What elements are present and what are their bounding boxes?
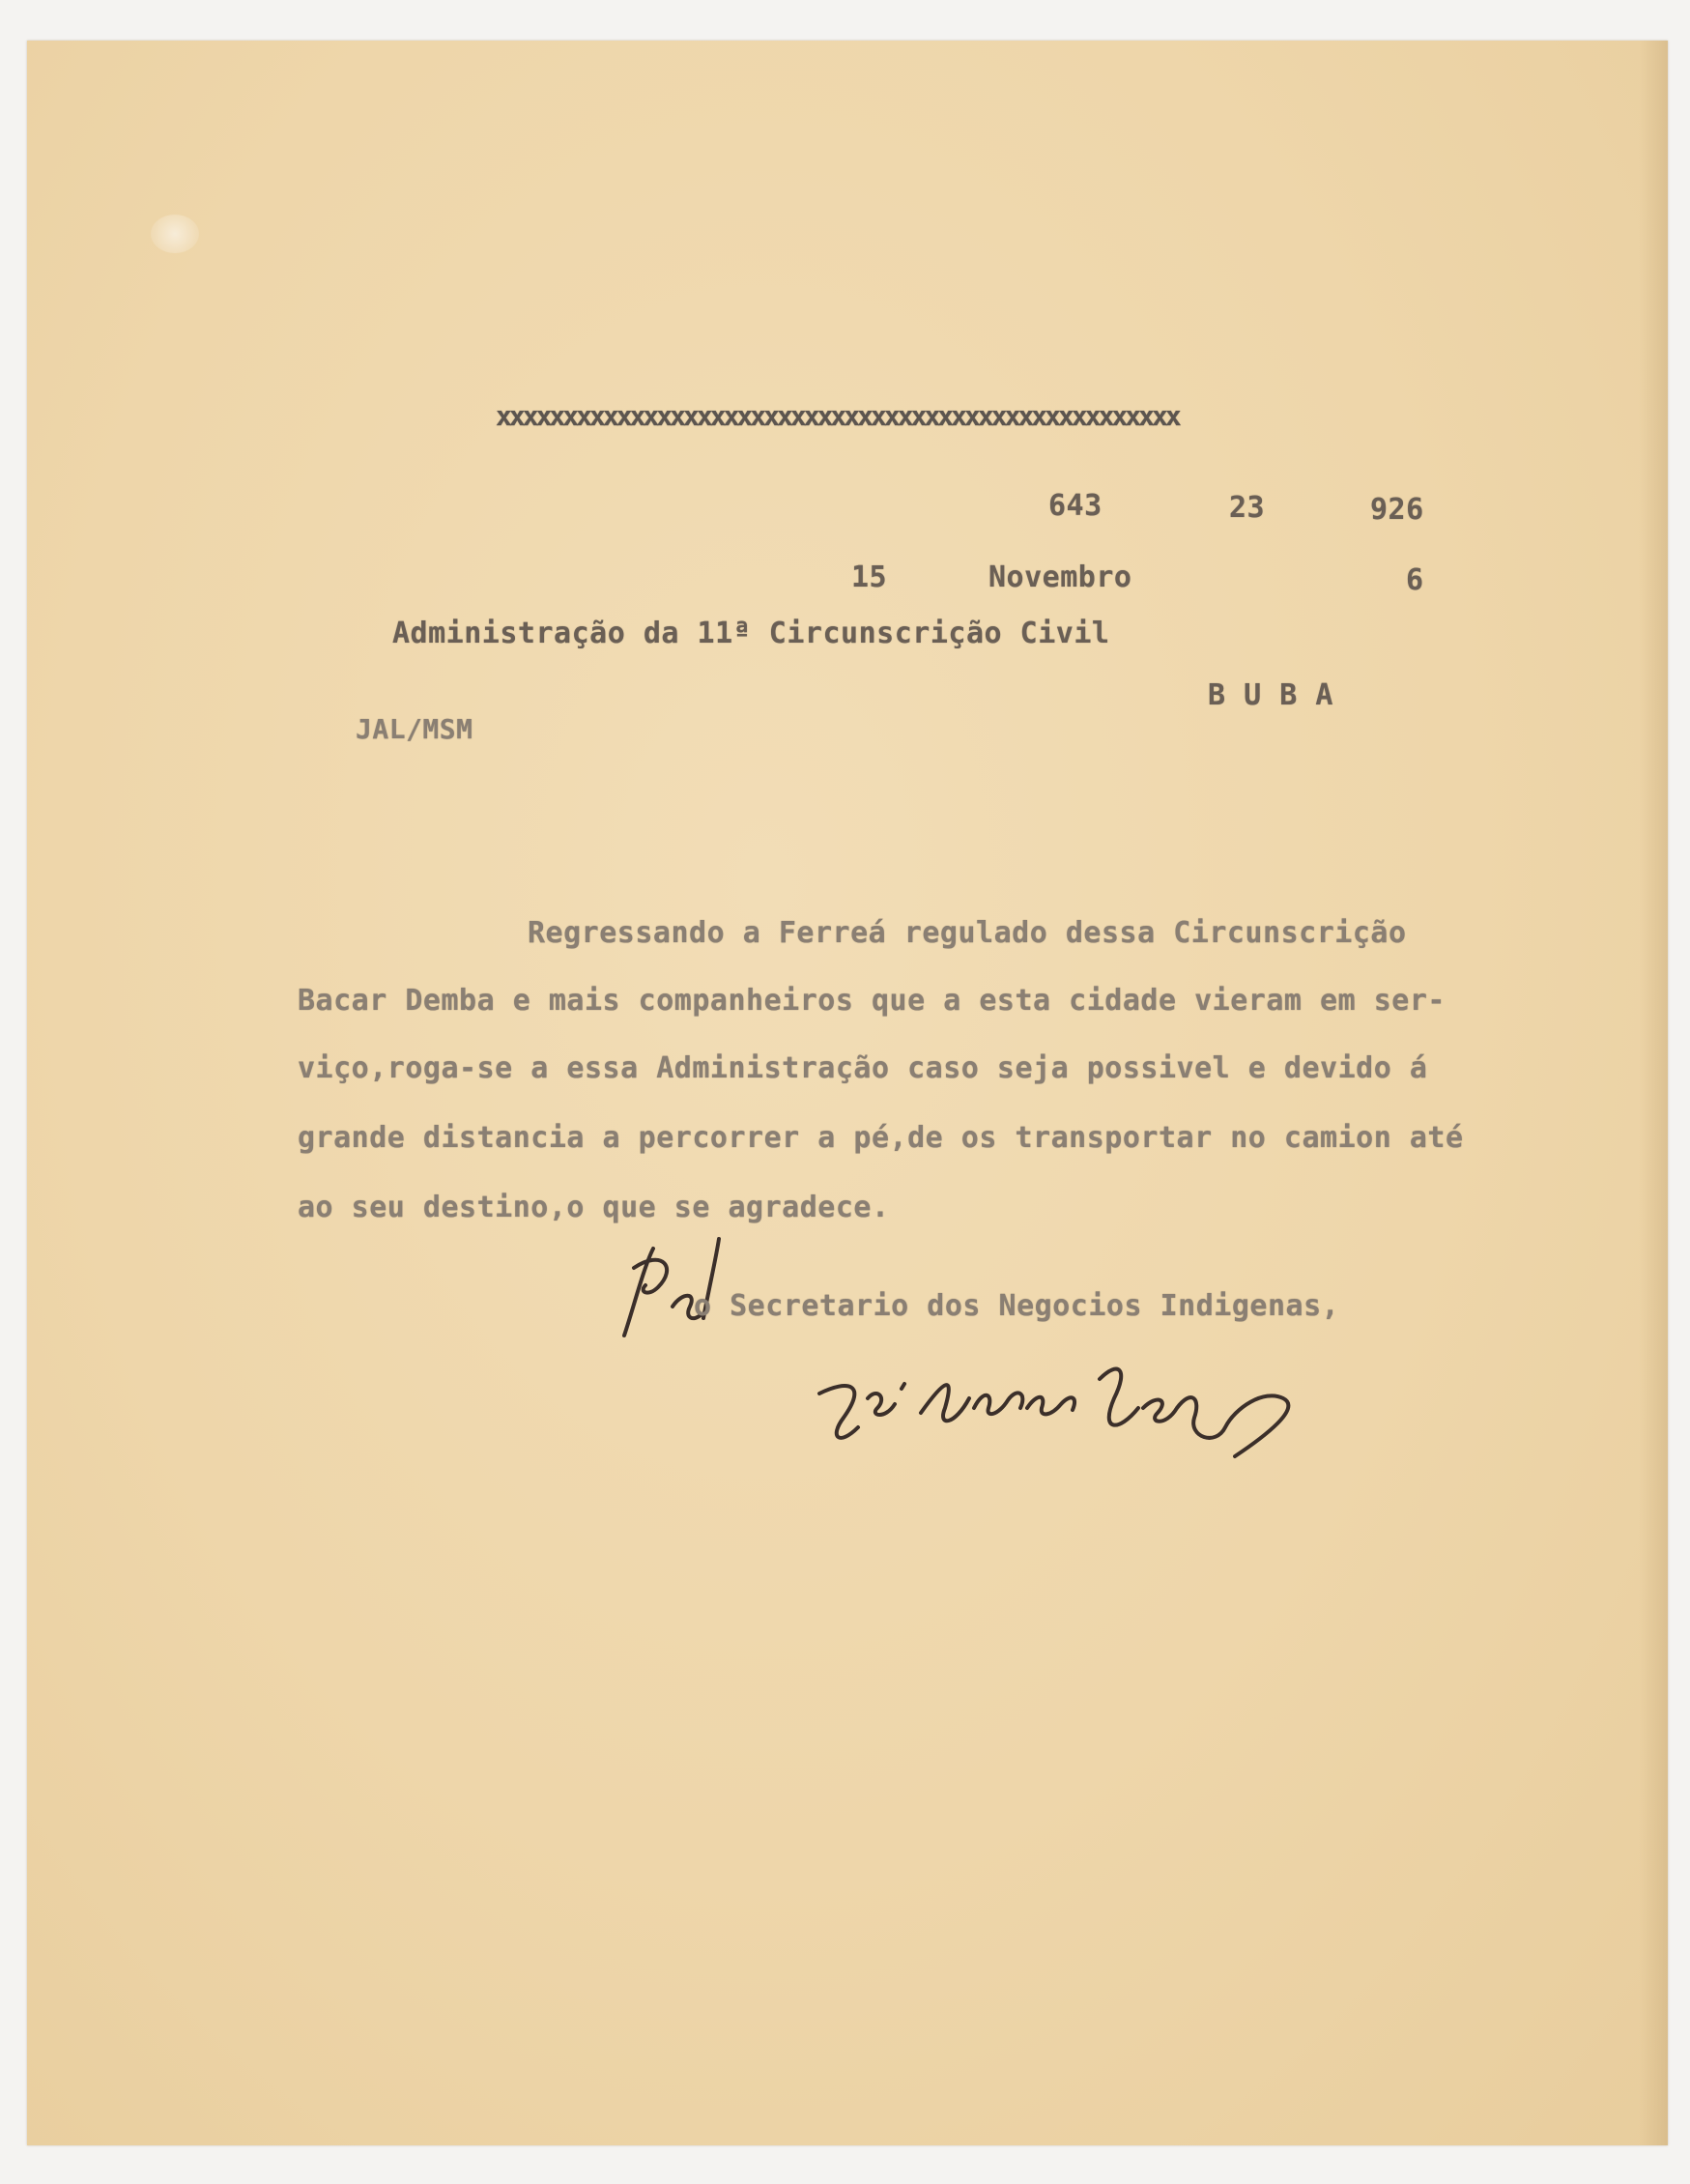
body-line-1: Regressando a Ferreá regulado dessa Circunscrição bbox=[528, 916, 1407, 950]
handwritten-pel bbox=[605, 1229, 730, 1345]
document-page bbox=[27, 41, 1668, 2145]
date-year-digit: 6 bbox=[1406, 563, 1424, 597]
handwritten-signature bbox=[810, 1340, 1351, 1476]
addressee: Administração da 11ª Circunscrição Civil bbox=[392, 617, 1110, 650]
body-line-2: Bacar Demba e mais companheiros que a esta cidade vieram em ser- bbox=[298, 984, 1446, 1018]
place: B U B A bbox=[1208, 678, 1333, 712]
body-line-4: grande distancia a percorrer a pé,de os transportar no camion até bbox=[298, 1121, 1464, 1155]
body-line-3: viço,roga-se a essa Administração caso seja possivel e devido á bbox=[298, 1051, 1428, 1085]
reference-year: 926 bbox=[1370, 493, 1424, 527]
struck-through-line: xxxxxxxxxxxxxxxxxxxxxxxxxxxxxxxxxxxxxxxxxxxxxxxxxxx bbox=[496, 400, 1179, 432]
closing-title: o Secretario dos Negocios Indigenas, bbox=[694, 1289, 1340, 1323]
body-line-5: ao seu destino,o que se agradece. bbox=[298, 1191, 890, 1224]
initials: JAL/MSM bbox=[356, 713, 473, 745]
reference-number: 643 bbox=[1048, 489, 1103, 523]
reference-code: 23 bbox=[1229, 491, 1266, 525]
date-day: 15 bbox=[851, 560, 888, 594]
paper-smudge bbox=[151, 215, 199, 253]
date-month: Novembro bbox=[988, 560, 1132, 594]
